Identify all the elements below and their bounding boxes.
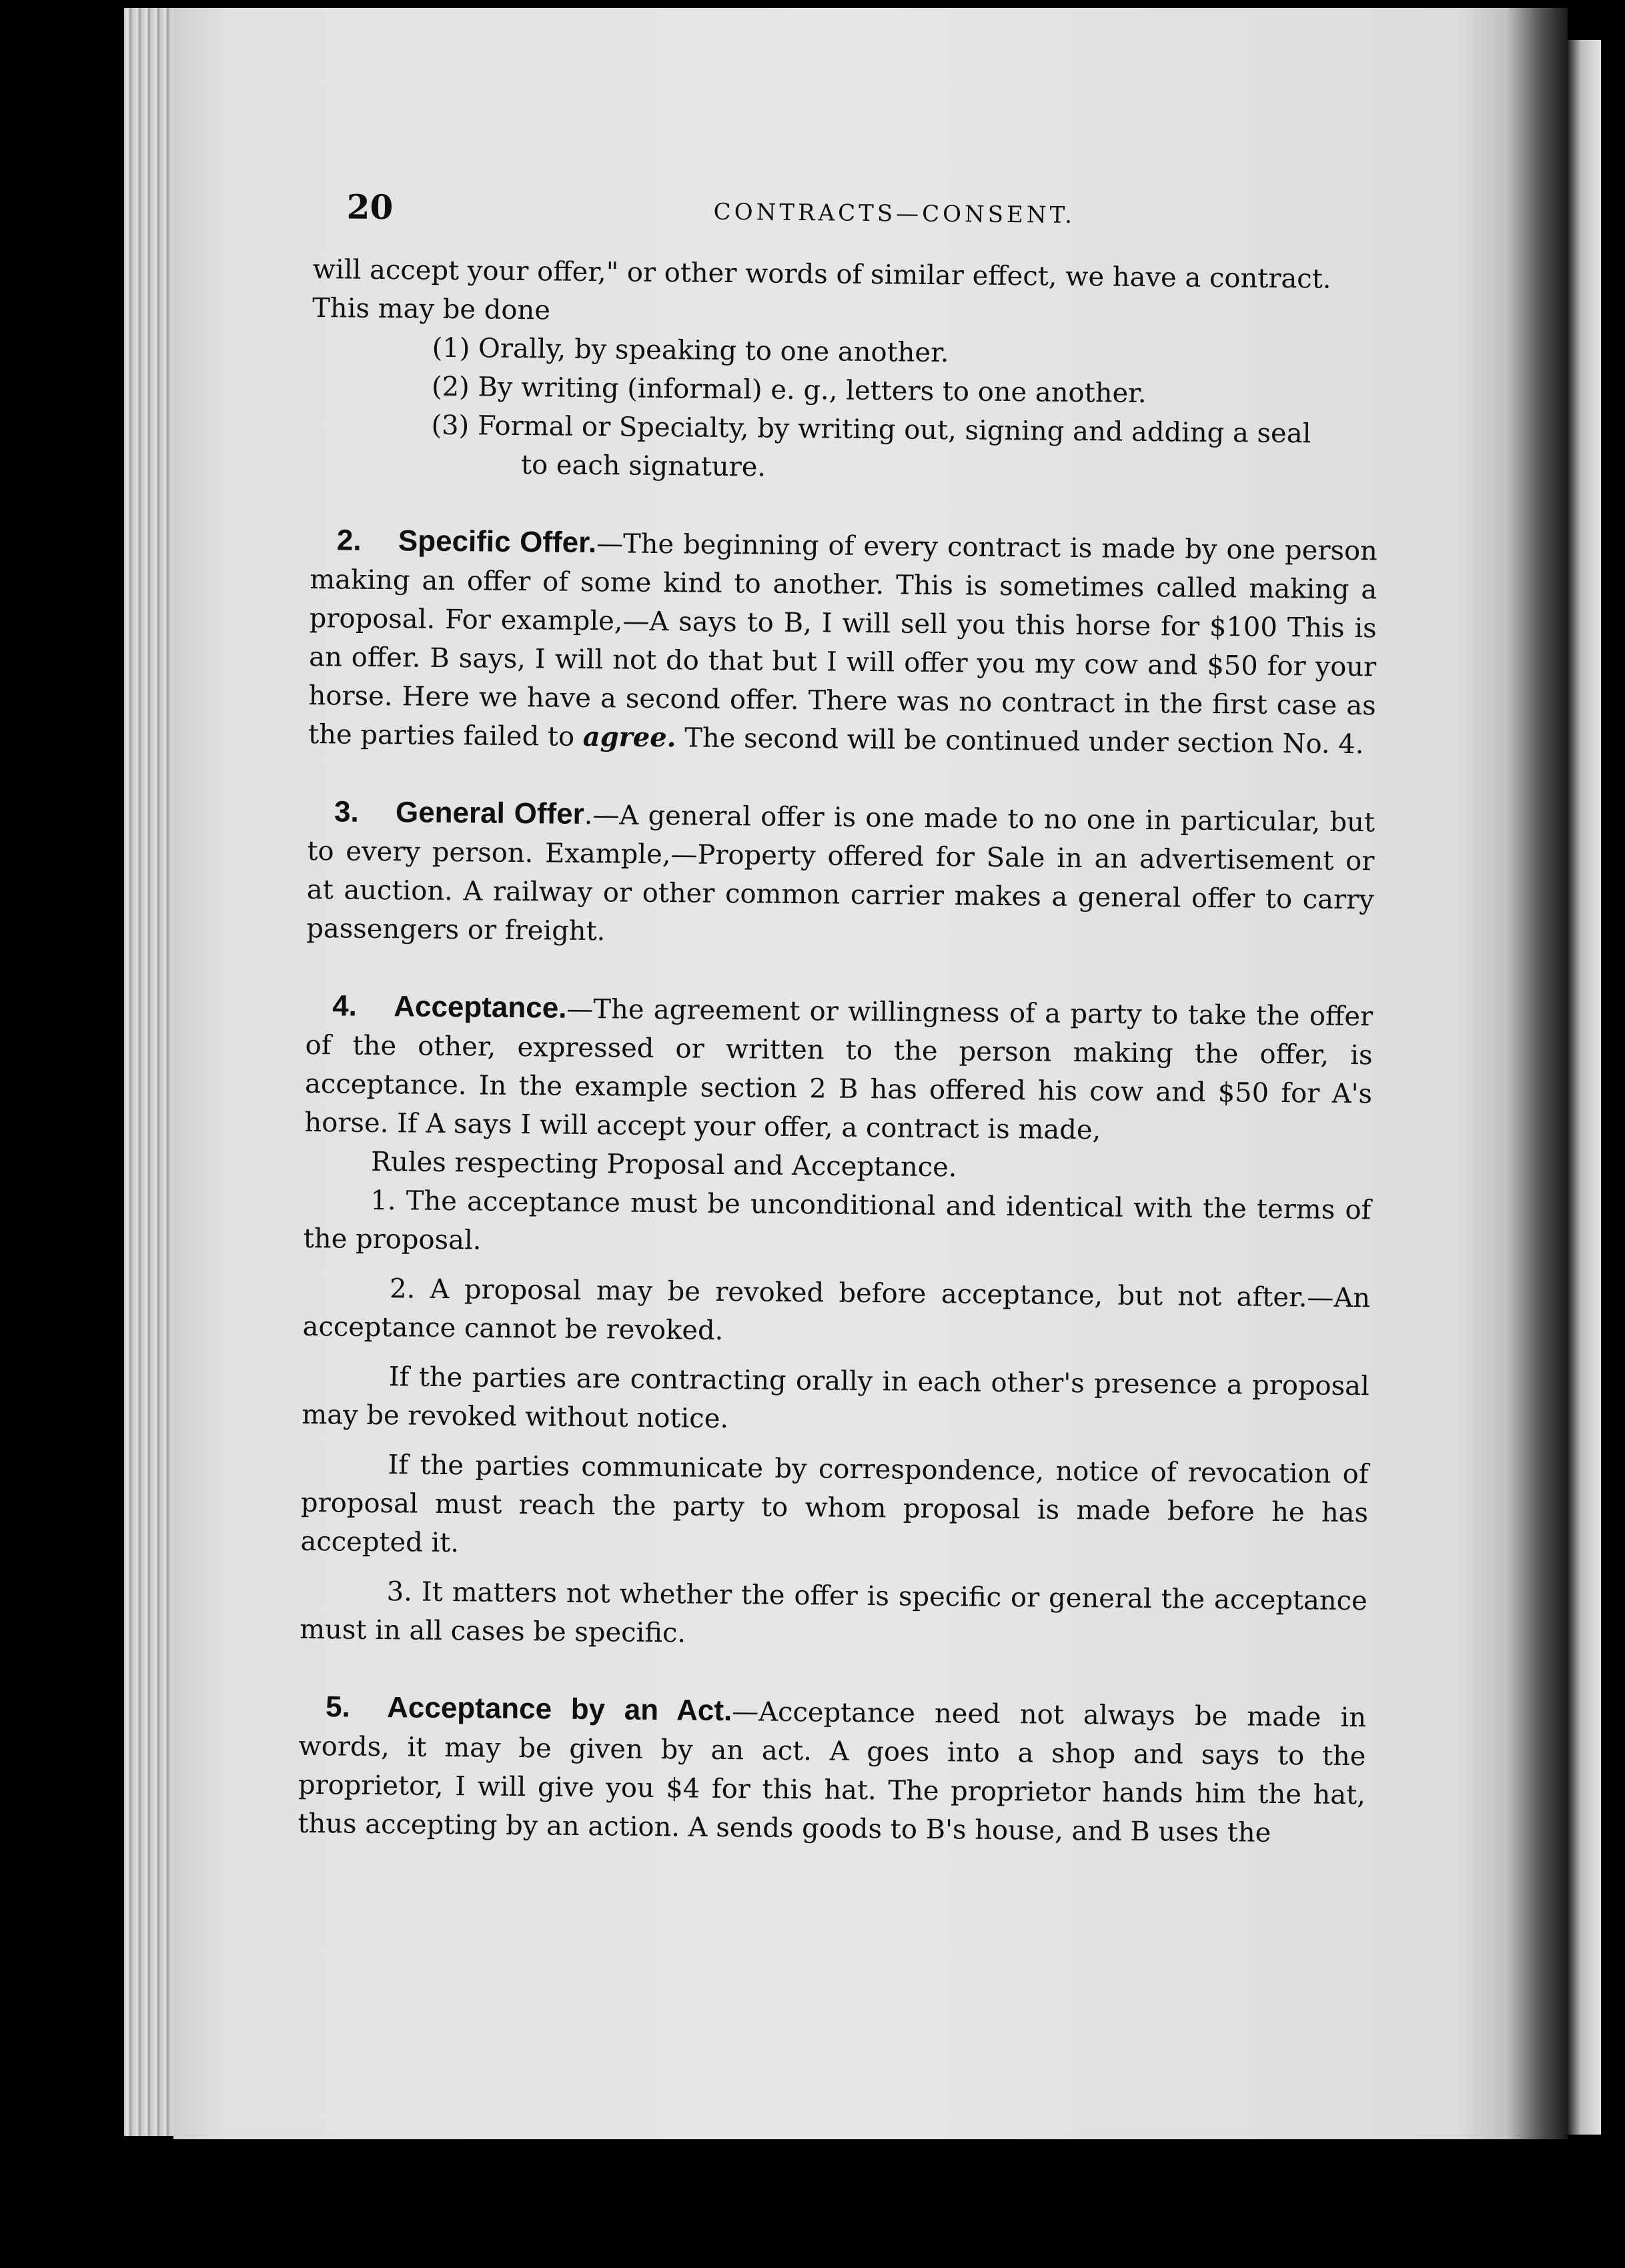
rule-1: 1. The acceptance must be unconditional and identical with the terms of the proposal. [303,1185,1372,1256]
section-4-paragraph [304,987,1373,1152]
section-3-paragraph [306,792,1375,958]
rule-2-oral: If the parties are contracting orally in each other's presence a proposal may be revoked without notice. [302,1361,1370,1435]
intro-block [311,250,1380,492]
facing-page-edge [1568,40,1601,2135]
book-page-edges [124,8,177,2136]
emphasis-agree: agree. [582,720,676,754]
page-content [298,187,1381,1853]
list-item-formal-continuation: to each signature. [520,450,766,483]
section-number: 2. [336,524,362,557]
section-number: 3. [334,795,359,828]
rule-3: 3. It matters not whether the offer is specific or general the acceptance must in all cases be specific. [300,1576,1368,1649]
section-heading: General Offer [395,796,584,830]
section-number: 4. [332,989,358,1023]
rule-2-correspondence: If the parties communicate by correspondence, notice of revocation of proposal must reach the party to whom proposal is made before he has accepted it. [300,1450,1369,1559]
rule-2: 2. A proposal may be revoked before acceptance, but not after.—An acceptance cannot be revoked. [302,1273,1371,1346]
section-text: —The beginning of every contract is made by one person making an offer of some kind to another. This is sometimes called making a proposal. For example,—A says to B, I will sell you this horse for $100 This is an offer. B says, I will not do that but I will offer you my cow and $50 for your horse. Here we have a second offer. There was no contract in the first case as the parties failed to [308,528,1378,752]
section-text: .—A general offer is one made to no one in particular, but to every person. Example,—Property offered for Sale in an advertisement or at auction. A railway or other common carrier makes a general offer to carry passengers or freight. [306,799,1376,947]
gutter-shadow [1504,8,1568,2139]
section-specific-offer [308,521,1378,764]
section-2-paragraph [308,521,1378,764]
list-item-writing: (2) By writing (informal) e. g., letters to one another. [431,371,1147,409]
running-head-title: CONTRACTS—CONSENT. [713,198,1076,229]
running-head [313,187,1381,260]
intro-line-1: will accept your offer," or other words of similar effect, we have a contract. [312,253,1331,295]
intro-line-2: This may be done [312,292,551,326]
section-acceptance [300,987,1373,1659]
section-heading: Acceptance. [393,990,567,1025]
section-heading: Specific Offer. [398,524,597,560]
list-item-formal: (3) Formal or Specialty, by writing out, signing and adding a seal [431,410,1311,450]
section-heading: Acceptance by an Act. [386,1691,732,1728]
section-text-end: The second will be continued under section No. 4. [676,722,1364,760]
section-text: —Acceptance need not always be made in words, it may be given by an act. A goes into a shop and says to the proprietor, I will give you $4 for this hat. The proprietor hands him the hat, thus accepting by an action. A sends goods to B's house, and B uses the [298,1696,1367,1848]
rules-intro: Rules respecting Proposal and Acceptance. [370,1146,957,1183]
section-general-offer [306,792,1375,958]
list-item-orally: (1) Orally, by speaking to one another. [432,332,949,369]
section-number: 5. [325,1690,351,1724]
section-text: —The agreement or willingness of a party to take the offer of the other, expressed or written to the person making the offer, is acceptance. In the example section 2 B has offered his cow and $50 for A's horse. If A says I will accept your offer, a contract is made, [304,993,1374,1146]
section-acceptance-by-act [298,1688,1366,1853]
page-number: 20 [346,187,394,227]
section-5-paragraph [298,1688,1366,1853]
